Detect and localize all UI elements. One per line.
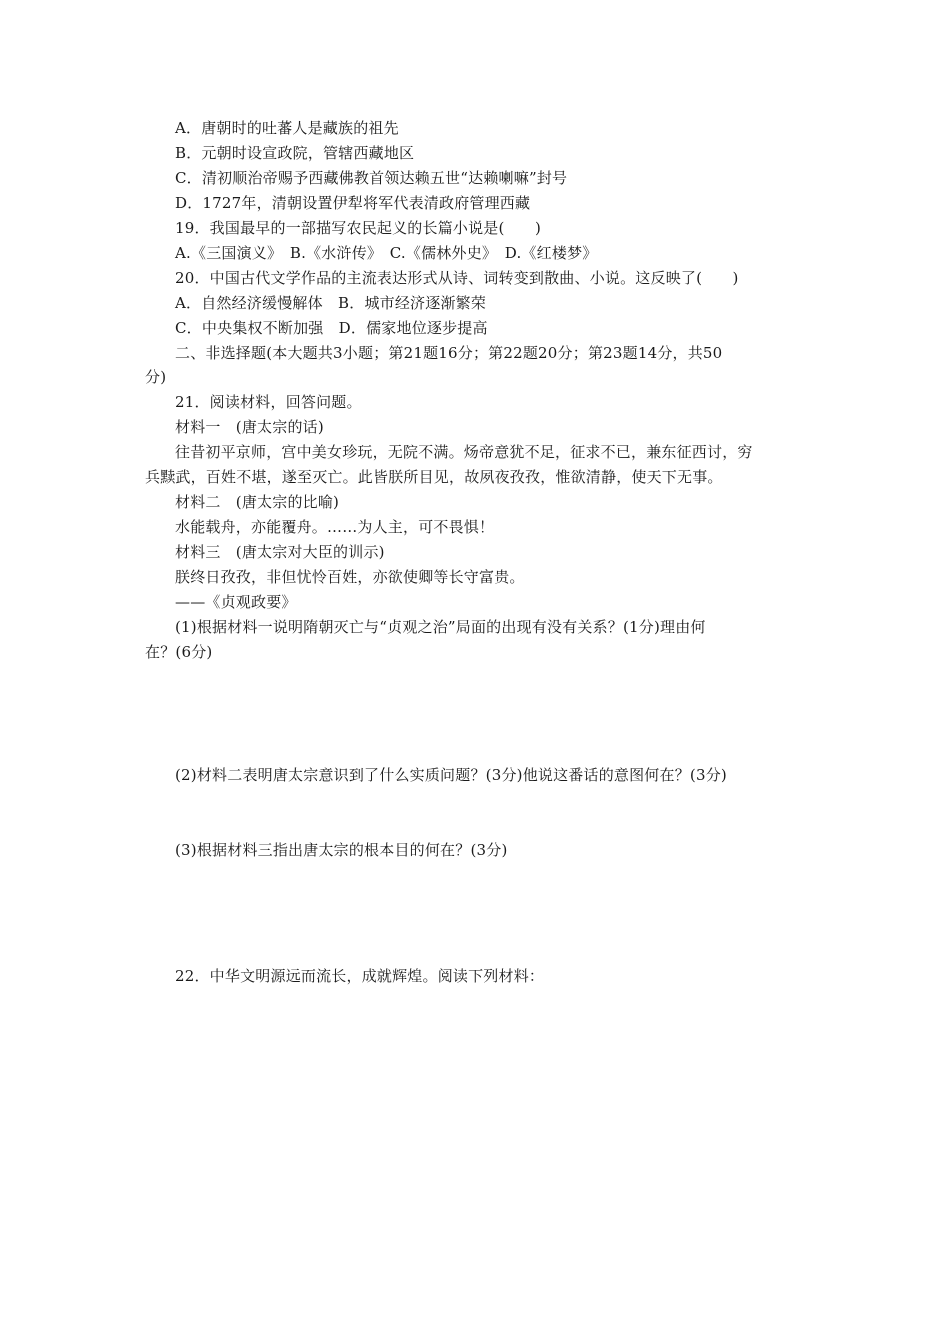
q21-material3-title: 材料三 (唐太宗对大臣的训示) — [175, 543, 385, 561]
q21-sub1-line1: (1)根据材料一说明隋朝灭亡与“贞观之治”局面的出现有没有关系？(1分)理由何 — [175, 618, 706, 636]
q19-options: A.《三国演义》 B.《水浒传》 C.《儒林外史》 D.《红楼梦》 — [175, 244, 598, 262]
q21-material3-text: 朕终日孜孜，非但忧怜百姓，亦欲使卿等长守富贵。 — [175, 568, 525, 586]
q21-material1-line1: 往昔初平京师，宫中美女珍玩，无院不满。炀帝意犹不足，征求不已，兼东征西讨，穷 — [175, 443, 753, 461]
q21-material2-title: 材料二 (唐太宗的比喻) — [175, 493, 340, 511]
section2-heading: 二、非选择题(本大题共3小题；第21题16分；第22题20分；第23题14分，共50 — [175, 344, 723, 362]
q21-stem: 21．阅读材料，回答问题。 — [175, 393, 362, 411]
q21-material1-title: 材料一 (唐太宗的话) — [175, 418, 324, 436]
q21-sub2: (2)材料二表明唐太宗意识到了什么实质问题？(3分)他说这番话的意图何在？(3分) — [175, 766, 727, 784]
q21-sub3: (3)根据材料三指出唐太宗的根本目的何在？(3分) — [175, 841, 508, 859]
q18-option-a: A．唐朝时的吐蕃人是藏族的祖先 — [175, 119, 399, 137]
q18-option-c: C．清初顺治帝赐予西藏佛教首领达赖五世“达赖喇嘛”封号 — [175, 169, 568, 187]
q21-material1-line2: 兵黩武，百姓不堪，遂至灭亡。此皆朕所目见，故夙夜孜孜，惟欲清静，使天下无事。 — [145, 468, 723, 486]
q19-stem: 19．我国最早的一部描写农民起义的长篇小说是( ) — [175, 219, 541, 237]
q18-option-d: D．1727年，清朝设置伊犁将军代表清政府管理西藏 — [175, 194, 531, 212]
q22-stem: 22．中华文明源远而流长，成就辉煌。阅读下列材料： — [175, 967, 545, 985]
q21-sub1-line2: 在？(6分) — [145, 643, 213, 661]
q21-source: ——《贞观政要》 — [175, 593, 297, 611]
section2-heading-cont: 分) — [145, 368, 167, 386]
q20-options-cd: C．中央集权不断加强 D．儒家地位逐步提高 — [175, 319, 488, 337]
q18-option-b: B．元朝时设宣政院，管辖西藏地区 — [175, 144, 415, 162]
q20-stem: 20．中国古代文学作品的主流表达形式从诗、词转变到散曲、小说。这反映了( ) — [175, 269, 739, 287]
q21-material2-text: 水能载舟，亦能覆舟。……为人主，可不畏惧！ — [175, 518, 495, 536]
q20-options-ab: A．自然经济缓慢解体 B．城市经济逐渐繁荣 — [175, 294, 487, 312]
